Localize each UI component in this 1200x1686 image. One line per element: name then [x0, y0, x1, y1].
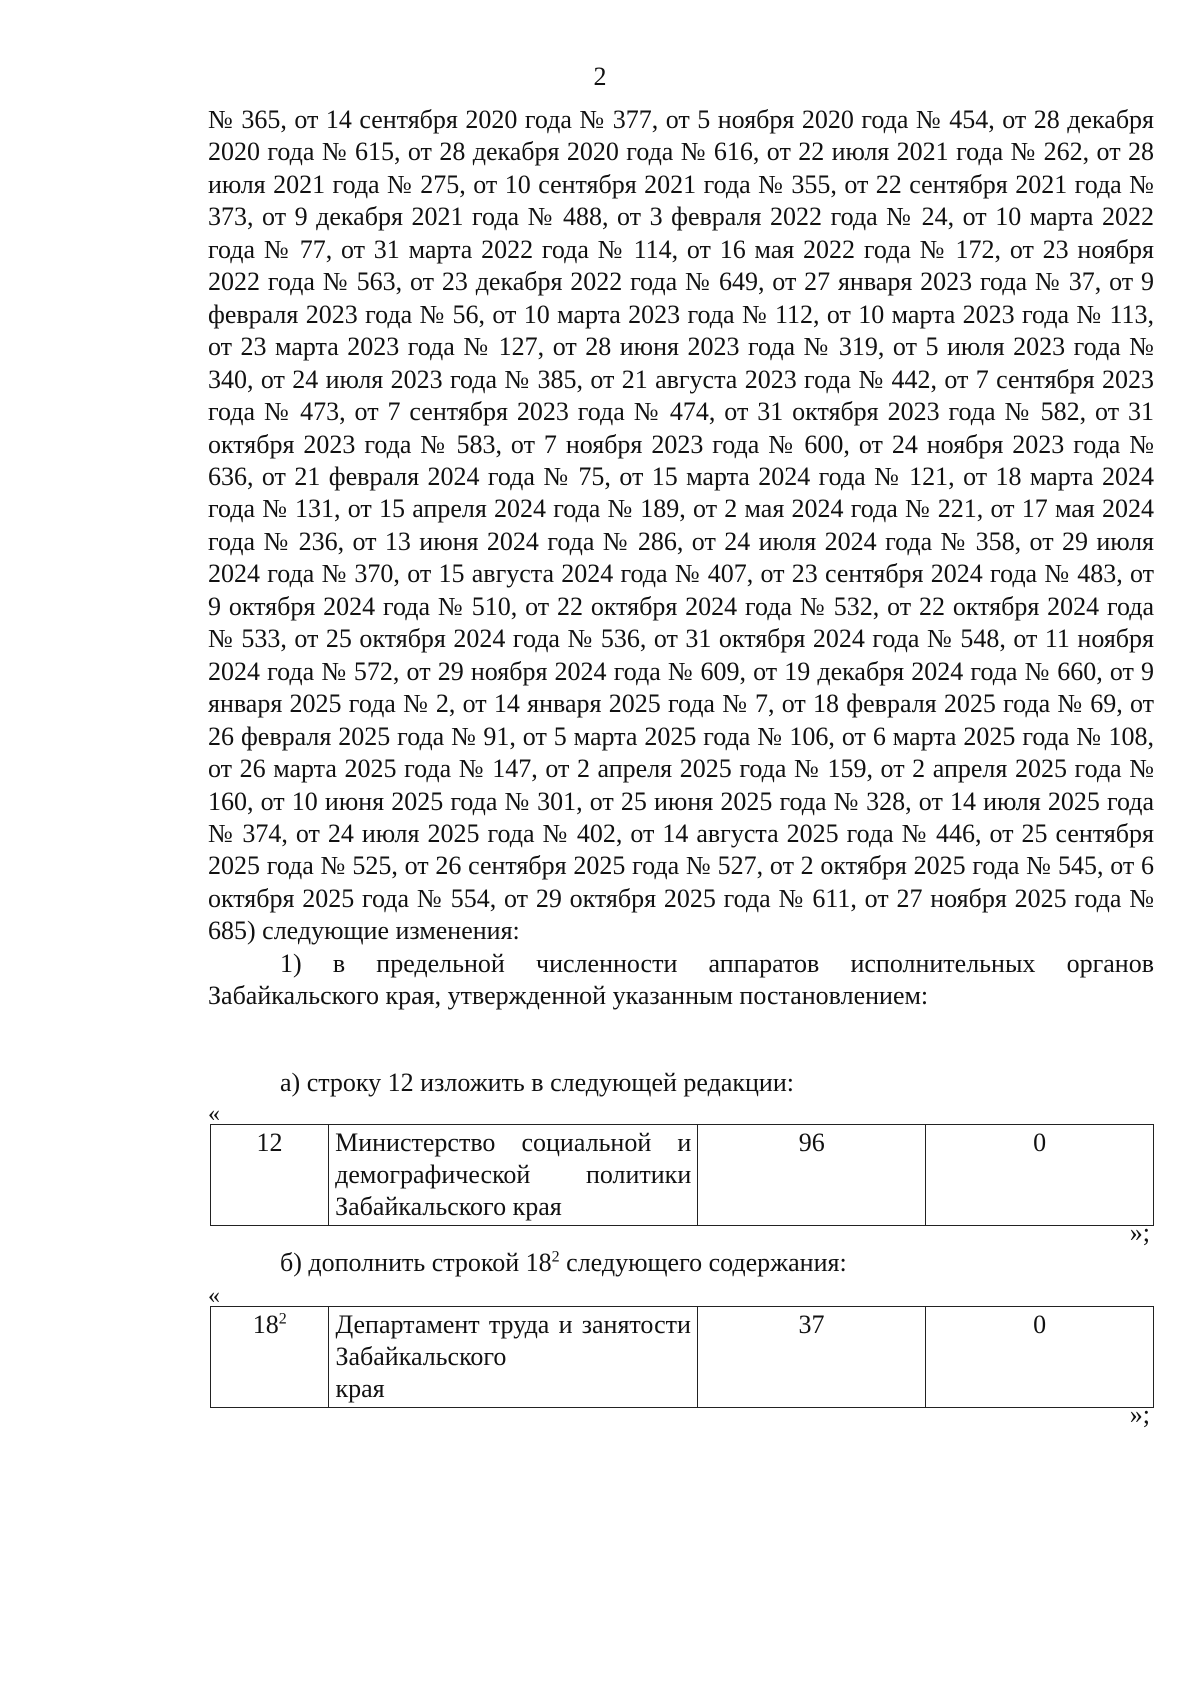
row-organ-name-part1: Департамент труда и занятости Забайкальского [335, 1310, 691, 1371]
table-row-18-2 [210, 1306, 1154, 1408]
row-value-1: 96 [698, 1125, 926, 1226]
row-value-2: 0 [926, 1125, 1154, 1226]
row-value-2: 0 [926, 1307, 1154, 1408]
paragraph-item-1: 1) в предельной численности аппаратов исполнительных органов Забайкальского края, утвержденной указанным постановлением: [208, 948, 1154, 1011]
quote-close-a: »; [1129, 1218, 1150, 1247]
table-row [211, 1307, 1154, 1408]
row-number [211, 1307, 329, 1408]
quote-open-a: « [208, 1101, 220, 1127]
row-number: 12 [211, 1125, 329, 1226]
row-value-1: 37 [697, 1307, 925, 1408]
table-row [211, 1125, 1154, 1226]
row-organ-name [329, 1125, 698, 1226]
row-organ-name-part2: Забайкальского края [335, 1192, 562, 1221]
paragraph-amendment-list: № 365, от 14 сентября 2020 года № 377, от 5 ноября 2020 года № 454, от 28 декабря 2020 года № 615, от 28 декабря 2020 года № 616, от 22 июля 2021 года № 262, от 28 июля 2021 года № 275, от 10 сентября 2021 года № 355, от 22 сентября 2021 года № 373, от 9 декабря 2021 года № 488, от 3 февраля 2022 года № 24, от 10 марта 2022 года № 77, от 31 марта 2022 года № 114, от 16 мая 2022 года № 172, от 23 ноября 2022 года № 563, от 23 декабря 2022 года № 649, от 27 января 2023 года № 37, от 9 февраля 2023 года № 56, от 10 марта 2023 года № 112, от 10 марта 2023 года № 113, от 23 марта 2023 года № 127, от 28 июня 2023 года № 319, от 5 июля 2023 года № 340, от 24 июля 2023 года № 385, от 21 августа 2023 года № 442, от 7 сентября 2023 года № 473, от 7 сентября 2023 года № 474, от 31 октября 2023 года № 582, от 31 октября 2023 года № 583, от 7 ноября 2023 года № 600, от 24 ноября 2023 года № 636, от 21 февраля 2024 года № 75, от 15 марта 2024 года № 121, от 18 марта 2024 года № 131, от 15 апреля 2024 года № 189, от 2 мая 2024 года № 221, от 17 мая 2024 года № 236, от 13 июня 2024 года № 286, от 24 июля 2024 года № 358, от 29 июля 2024 года № 370, от 15 августа 2024 года № 407, от 23 сентября 2024 года № 483, от 9 октября 2024 года № 510, от 22 октября 2024 года № 532, от 22 октября 2024 года № 533, от 25 октября 2024 года № 536, от 31 октября 2024 года № 548, от 11 ноября 2024 года № 572, от 29 ноября 2024 года № 609, от 19 декабря 2024 года № 660, от 9 января 2025 года № 2, от 14 января 2025 года № 7, от 18 февраля 2025 года № 69, от 26 февраля 2025 года № 91, от 5 марта 2025 года № 106, от 6 марта 2025 года № 108, от 26 марта 2025 года № 147, от 2 апреля 2025 года № 159, от 2 апреля 2025 года № 160, от 10 июня 2025 года № 301, от 25 июня 2025 года № 328, от 14 июля 2025 года № 374, от 24 июля 2025 года № 402, от 14 августа 2025 года № 446, от 25 сентября 2025 года № 525, от 26 сентября 2025 года № 527, от 2 октября 2025 года № 545, от 6 октября 2025 года № 554, от 29 октября 2025 года № 611, от 27 ноября 2025 года № 685) следующие изменения: [208, 105, 1154, 946]
quote-close-b: »; [1129, 1400, 1150, 1429]
table-row-12 [210, 1124, 1154, 1226]
row-organ-name-part2: края [335, 1374, 385, 1403]
sub-item-a: а) строку 12 изложить в следующей редакции: [280, 1068, 794, 1097]
row-number-superscript: 2 [278, 1310, 287, 1328]
sub-item-b-prefix: б) дополнить строкой 18 [280, 1248, 552, 1277]
sub-item-b-superscript: 2 [551, 1248, 560, 1266]
quote-open-b: « [208, 1283, 220, 1309]
row-organ-name [329, 1307, 697, 1408]
sub-item-b-suffix: следующего содержания: [559, 1248, 847, 1277]
row-organ-name-part1: Министерство социальной и демографической политики [335, 1128, 692, 1189]
sub-item-b [280, 1248, 847, 1278]
row-number-main: 18 [252, 1310, 279, 1339]
page-number: 2 [593, 62, 607, 91]
document-body [208, 104, 1154, 1013]
